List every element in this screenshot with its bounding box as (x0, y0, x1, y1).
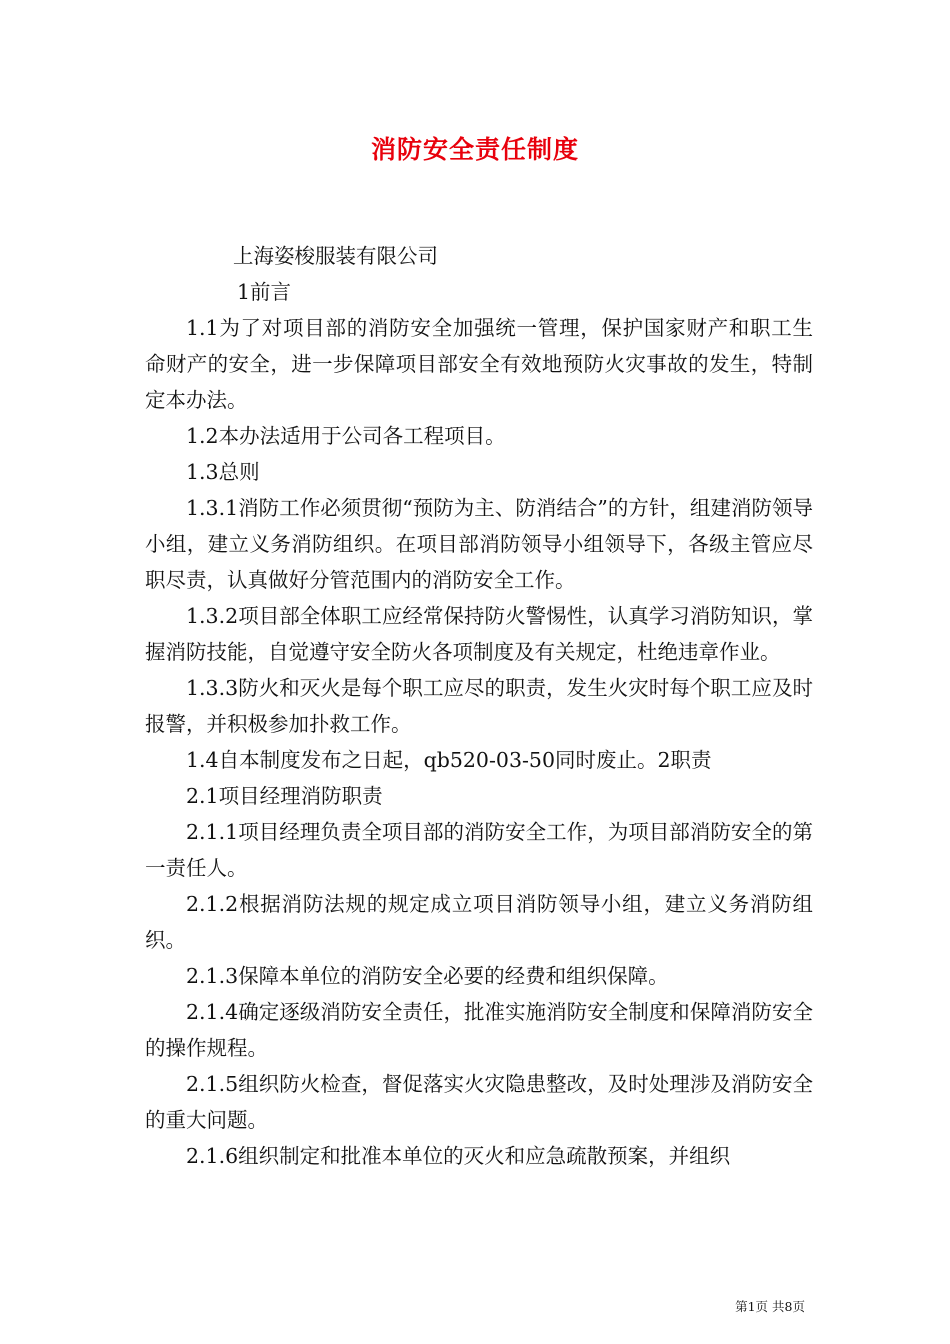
page-number-footer: 第1页 共8页 (735, 1299, 805, 1314)
section-heading-preface: 1前言 (237, 280, 292, 304)
paragraph-2-1-5: 2.1.5组织防火检查，督促落实火灾隐患整改，及时处理涉及消防安全的重大问题。 (145, 1072, 813, 1132)
document-title: 消防安全责任制度 (370, 135, 579, 164)
paragraph-2-1-1: 2.1.1项目经理负责全项目部的消防安全工作，为项目部消防安全的第一责任人。 (145, 820, 813, 880)
paragraph-1-3: 1.3总则 (186, 460, 260, 484)
paragraph-2-1-2: 2.1.2根据消防法规的规定成立项目消防领导小组，建立义务消防组织。 (145, 892, 813, 952)
paragraph-2-1-6: 2.1.6组织制定和批准本单位的灭火和应急疏散预案，并组织 (186, 1144, 731, 1168)
paragraph-1-2: 1.2本办法适用于公司各工程项目。 (186, 424, 506, 448)
paragraph-2-1-3: 2.1.3保障本单位的消防安全必要的经费和组织保障。 (186, 964, 669, 988)
paragraph-2-1: 2.1项目经理消防职责 (186, 784, 383, 808)
paragraph-1-1: 1.1为了对项目部的消防安全加强统一管理，保护国家财产和职工生命财产的安全，进一步保障项目部安全有效地预防火灾事故的发生，特制定本办法。 (145, 316, 813, 412)
company-name: 上海姿梭服装有限公司 (233, 244, 438, 268)
paragraph-1-3-2: 1.3.2项目部全体职工应经常保持防火警惕性，认真学习消防知识，掌握消防技能，自觉遵守安全防火各项制度及有关规定，杜绝违章作业。 (145, 604, 813, 664)
paragraph-1-3-3: 1.3.3防火和灭火是每个职工应尽的职责，发生火灾时每个职工应及时报警，并积极参加扑救工作。 (145, 676, 813, 736)
paragraph-2-1-4: 2.1.4确定逐级消防安全责任，批准实施消防安全制度和保障消防安全的操作规程。 (145, 1000, 813, 1060)
paragraph-1-3-1: 1.3.1消防工作必须贯彻“预防为主、防消结合”的方针，组建消防领导小组，建立义务消防组织。在项目部消防领导小组领导下，各级主管应尽职尽责，认真做好分管范围内的消防安全工作。 (145, 496, 813, 592)
paragraph-1-4: 1.4自本制度发布之日起，qb520-03-50同时废止。2职责 (186, 748, 712, 772)
document-body (145, 238, 813, 1174)
